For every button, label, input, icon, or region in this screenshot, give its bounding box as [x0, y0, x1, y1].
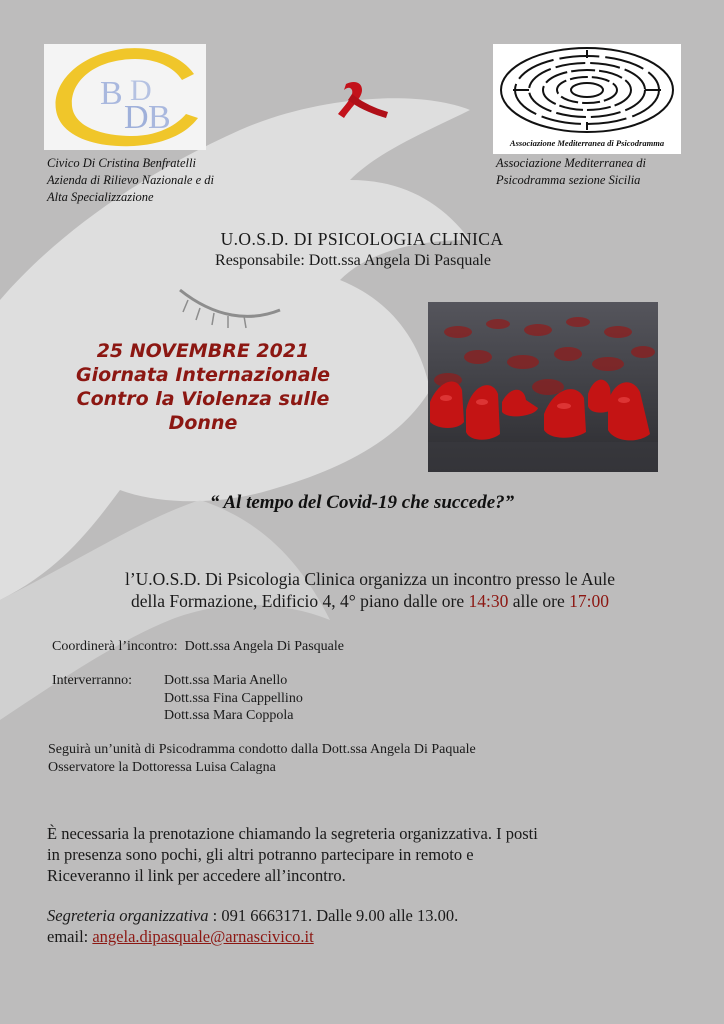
- svg-text:D: D: [130, 74, 152, 107]
- department-head: Responsabile: Dott.ssa Angela Di Pasquale: [215, 252, 491, 269]
- speakers-list: [164, 672, 303, 725]
- email-link[interactable]: angela.dipasquale@arnascivico.it: [92, 927, 314, 946]
- psicodramma-logo-caption: Associazione Mediterranea di Psicodramma: [509, 138, 665, 148]
- labyrinth-icon: [493, 44, 681, 138]
- segreteria-label: Segreteria organizzativa: [47, 906, 209, 925]
- event-description: l’U.O.S.D. Di Psicologia Clinica organizza un incontro presso le Aule della Formazione, Edificio 4, 4° piano dalle ore 14:30 alle ore 17:00: [124, 569, 616, 611]
- speakers-label: Interverranno:: [52, 673, 133, 688]
- start-time: 14:30: [468, 591, 509, 611]
- svg-text:D: D: [124, 99, 149, 136]
- department-title: U.O.S.D. DI PSICOLOGIA CLINICA: [220, 229, 504, 249]
- event-date: 25 NOVEMBRE 2021: [96, 340, 310, 362]
- red-shoes-photo: [428, 302, 658, 472]
- event-name-line: Contro la Violenza sulle: [76, 388, 330, 410]
- event-headline: [44, 339, 362, 435]
- coordinator-line: Coordinerà l’incontro: Dott.ssa Angela Di Pasquale: [52, 639, 344, 654]
- svg-text:B: B: [148, 99, 171, 136]
- speaker-name: Dott.ssa Maria Anello: [164, 673, 288, 688]
- cbddb-logo-mark: [44, 44, 206, 150]
- end-time: 17:00: [569, 591, 609, 611]
- psicodramma-logo: [493, 44, 681, 154]
- svg-text:B: B: [100, 75, 123, 112]
- association-caption: Associazione Mediterranea di Psicodramma sezione Sicilia: [496, 156, 646, 187]
- coordinator-name: Dott.ssa Angela Di Pasquale: [184, 639, 344, 654]
- event-name-line: Giornata Internazionale: [75, 364, 331, 386]
- followup-info: Seguirà un’unità di Psicodramma condotto dalla Dott.ssa Angela Di Paquale Osservatore la Dottoressa Luisa Calagna: [48, 742, 476, 775]
- speaker-name: Dott.ssa Fina Cappellino: [164, 690, 303, 706]
- speaker-name: Dott.ssa Mara Coppola: [164, 708, 294, 723]
- hospital-caption: Civico Di Cristina Benfratelli Azienda di Rilievo Nazionale e di Alta Specializzazione: [47, 156, 214, 204]
- booking-notice: È necessaria la prenotazione chiamando la segreteria organizzativa. I posti in presenza sono pochi, gli altri potranno partecipare in remoto e Riceveranno il link per accedere all’incontro.: [47, 824, 538, 885]
- hospital-logo: [44, 44, 206, 150]
- segreteria-phone-hours: : 091 6663171. Dalle 9.00 alle 13.00.: [208, 906, 459, 925]
- event-name-line: Donne: [168, 412, 238, 434]
- contact-info: Segreteria organizzativa : 091 6663171. Dalle 9.00 alle 13.00. email: angela.dipasquale@arnascivico.it: [47, 906, 459, 946]
- event-subtitle-quote: “ Al tempo del Covid-19 che succede?”: [209, 492, 515, 513]
- red-ribbon-icon: [328, 80, 390, 120]
